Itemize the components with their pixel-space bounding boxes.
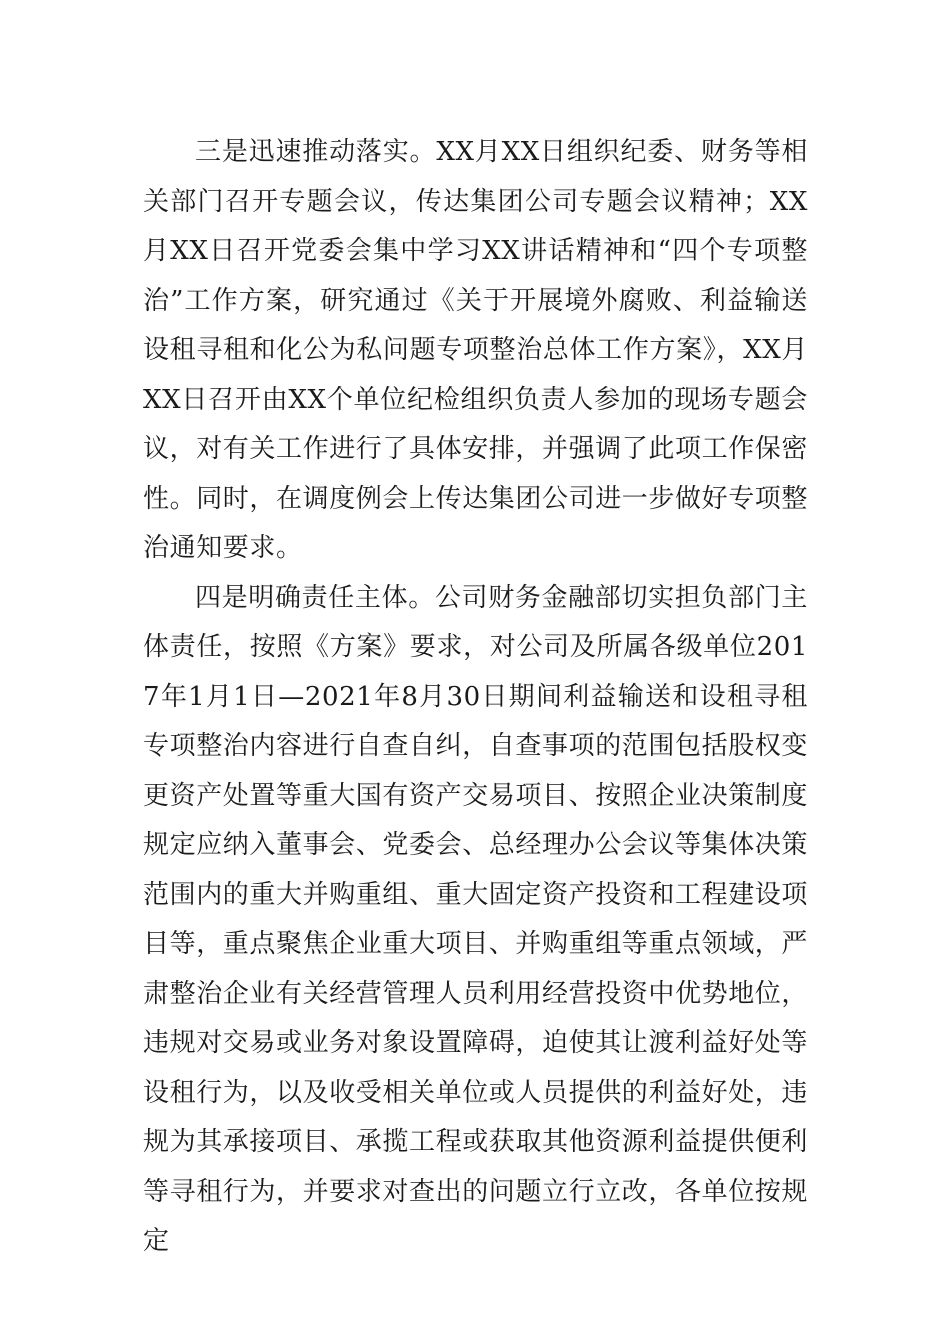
paragraph-implementation: 三是迅速推动落实。XX月XX日组织纪委、财务等相关部门召开专题会议，传达集团公司专题会议精神；XX月XX日召开党委会集中学习XX讲话精神和“四个专项整治”工作方案，研究通过《关于开展境外腐败、利益输送设租寻租和化公为私问题专项整治总体工作方案》，XX月XX日召开由XX个单位纪检组织负责人参加的现场专题会议，对有关工作进行了具体安排，并强调了此项工作保密性。同时，在调度例会上传达集团公司进一步做好专项整治通知要求。 [143,137,809,563]
document-body [143,128,808,1267]
paragraph-responsibility: 四是明确责任主体。公司财务金融部切实担负部门主体责任，按照《方案》要求，对公司及所属各级单位2017年1月1日—2021年8月30日期间利益输送和设租寻租专项整治内容进行自查自纠，自查事项的范围包括股权变更资产处置等重大国有资产交易项目、按照企业决策制度规定应纳入董事会、党委会、总经理办公会议等集体决策范围内的重大并购重组、重大固定资产投资和工程建设项目等，重点聚焦企业重大项目、并购重组等重点领域，严肃整治企业有关经营管理人员利用经营投资中优势地位，违规对交易或业务对象设置障碍，迫使其让渡利益好处等设租行为，以及收受相关单位或人员提供的利益好处，违规为其承接项目、承揽工程或获取其他资源利益提供便利等寻租行为，并要求对查出的问题立行立改，各单位按规定 [143,582,809,1256]
